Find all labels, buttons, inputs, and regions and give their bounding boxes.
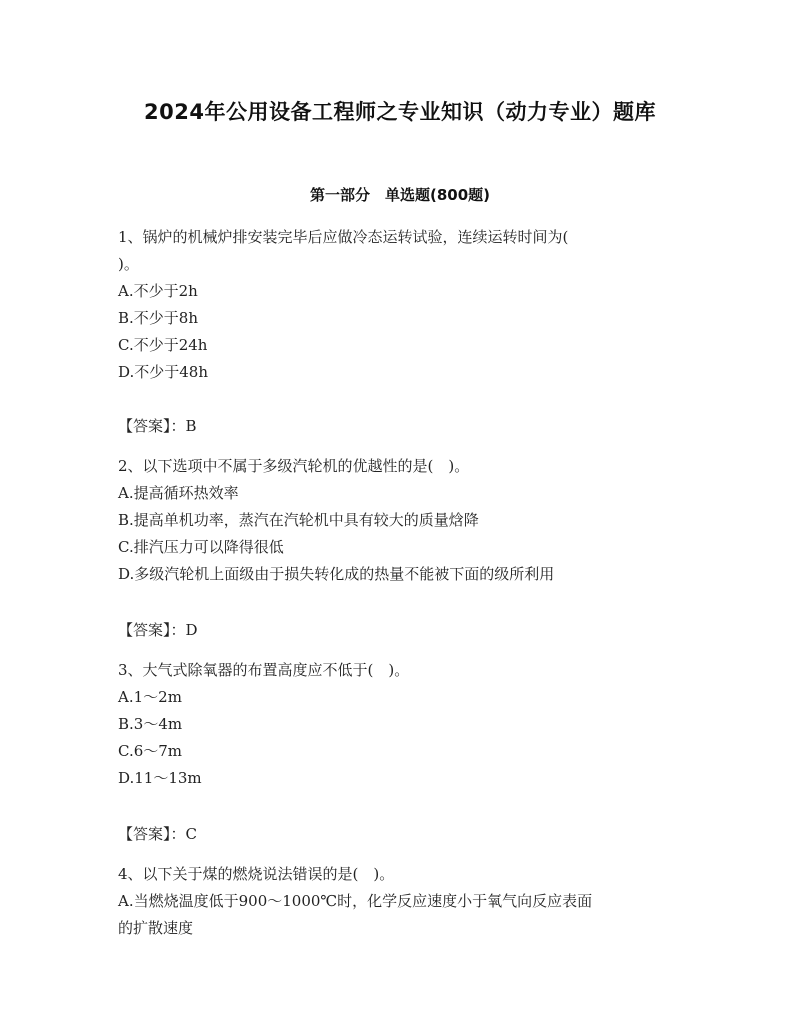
question-stem: 4、以下关于煤的燃烧说法错误的是( )。 [118,865,395,883]
question-1 [118,224,678,386]
option-a: A.当燃烧温度低于900～1000℃时，化学反应速度小于氧气向反应表面 [118,892,593,910]
question-stem: 1、锅炉的机械炉排安装完毕后应做冷态运转试验，连续运转时间为( [118,228,569,246]
option-a: A.提高循环热效率 [118,484,239,502]
answer-3: 【答案】：C [118,825,197,843]
question-4 [118,861,678,942]
question-stem: 2、以下选项中不属于多级汽轮机的优越性的是( )。 [118,457,470,475]
page-title: 2024年公用设备工程师之专业知识（动力专业）题库 [144,100,656,124]
option-b: B.提高单机功率，蒸汽在汽轮机中具有较大的质量焓降 [118,511,479,529]
option-c: C.6～7m [118,742,183,760]
option-c: C.不少于24h [118,336,208,354]
option-d: D.不少于48h [118,363,209,381]
question-stem: )。 [118,255,139,273]
option-c: C.排汽压力可以降得很低 [118,538,284,556]
option-a-continued: 的扩散速度 [118,919,194,937]
answer-1: 【答案】：B [118,417,197,435]
answer-2: 【答案】：D [118,621,198,639]
option-a: A.不少于2h [118,282,198,300]
question-stem: 3、大气式除氧器的布置高度应不低于( )。 [118,661,410,679]
option-b: B.3～4m [118,715,183,733]
option-b: B.不少于8h [118,309,198,327]
option-d: D.11～13m [118,769,202,787]
option-d: D.多级汽轮机上面级由于损失转化成的热量不能被下面的级所利用 [118,565,555,583]
option-a: A.1～2m [118,688,182,706]
question-2 [118,453,678,588]
section-heading: 第一部分 单选题(800题) [309,186,491,204]
question-3 [118,657,678,792]
